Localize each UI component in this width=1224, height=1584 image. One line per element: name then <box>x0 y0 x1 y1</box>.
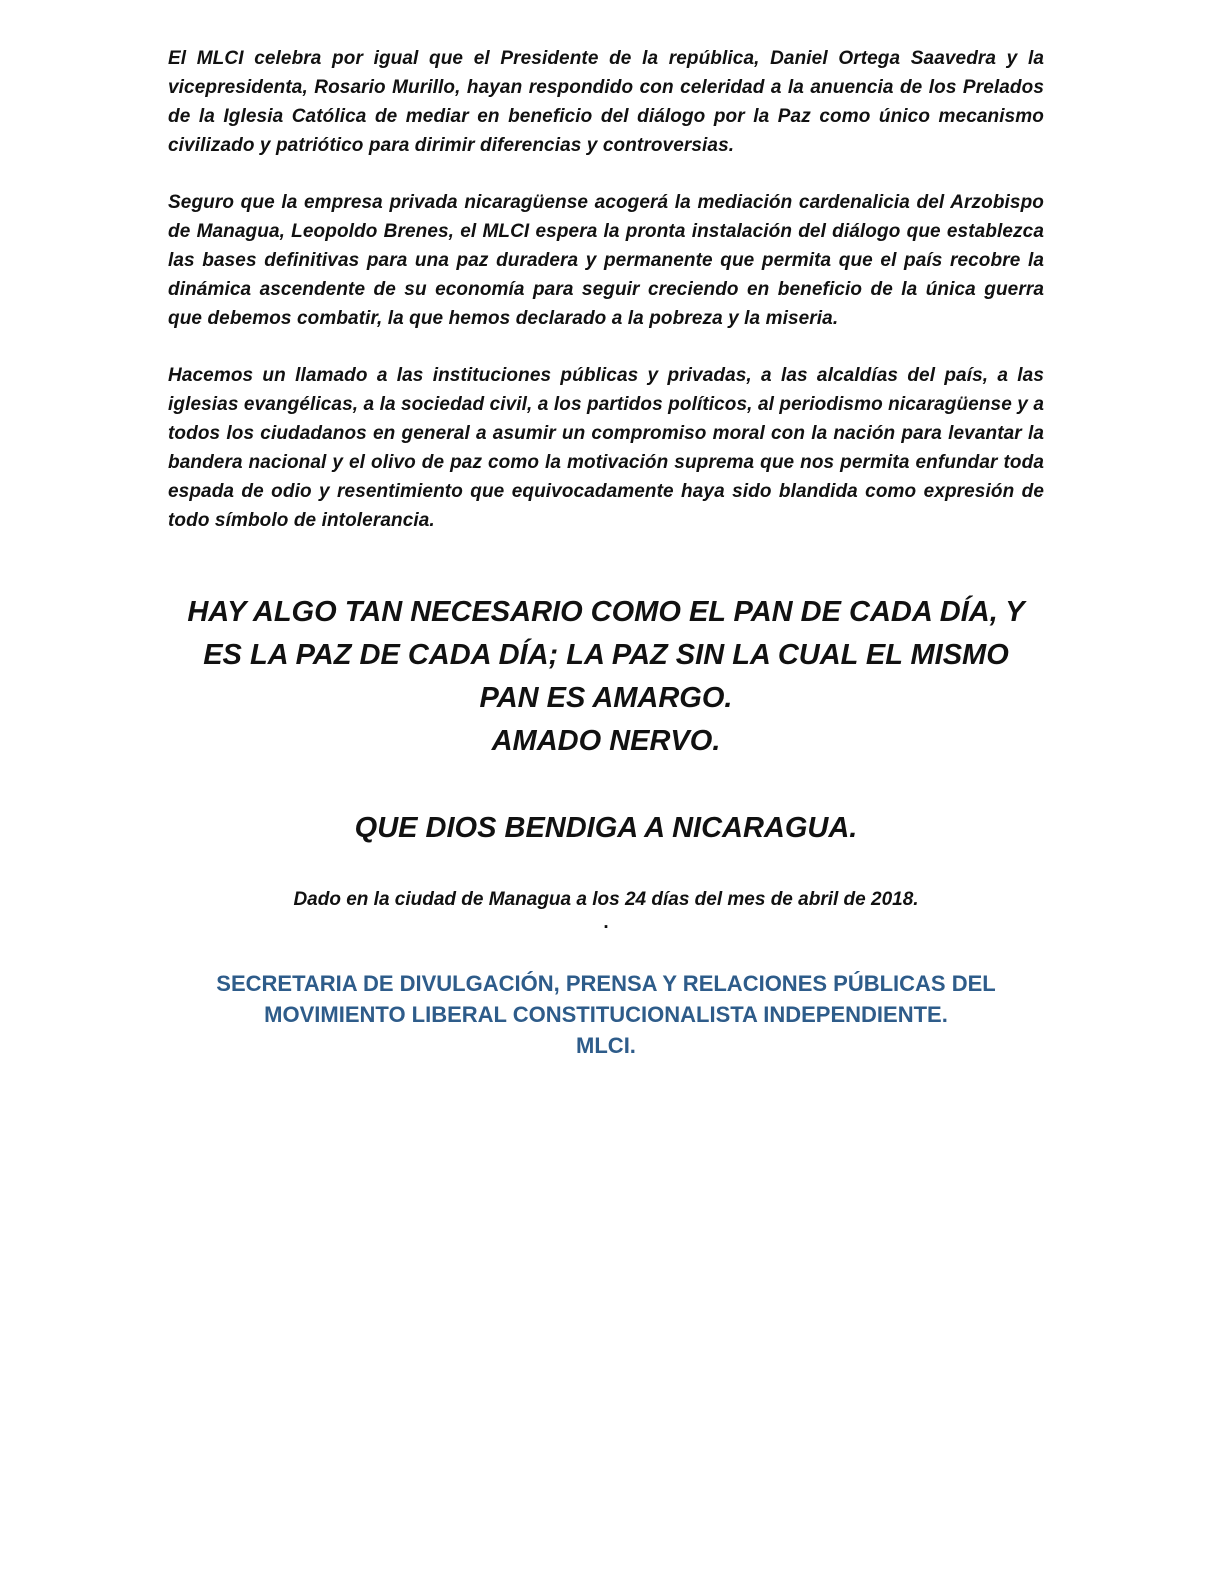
signature-line-3: MLCI. <box>576 1033 636 1058</box>
dot-separator: . <box>603 912 609 933</box>
quote-line-2: ES LA PAZ DE CADA DÍA; LA PAZ SIN LA CUAL EL MISMO <box>203 639 1009 671</box>
quote-line-3: PAN ES AMARGO. <box>479 682 733 714</box>
paragraph-1: El MLCI celebra por igual que el Presidente de la república, Daniel Ortega Saavedra y la vicepresidenta, Rosario Murillo, hayan respondido con celeridad a la anuencia de los Prelados de la Iglesia Católica de mediar en beneficio del diálogo por la Paz como único mecanismo civilizado y patriótico para dirimir diferencias y controversias. <box>168 48 1044 156</box>
quote-author: AMADO NERVO. <box>491 725 721 757</box>
paragraph-2: Seguro que la empresa privada nicaragüense acogerá la mediación cardenalicia del Arzobispo de Managua, Leopoldo Brenes, el MLCI espera la pronta instalación del diálogo que establezca las bases definitivas para una paz duradera y permanente que permita que el país recobre la dinámica ascendente de su economía para seguir creciendo en beneficio de la única guerra que debemos combatir, la que hemos declarado a la pobreza y la miseria. <box>168 192 1044 329</box>
dateline: Dado en la ciudad de Managua a los 24 días del mes de abril de 2018. <box>293 889 919 910</box>
signature-line-2: MOVIMIENTO LIBERAL CONSTITUCIONALISTA INDEPENDIENTE. <box>264 1002 948 1027</box>
signature-line-1: SECRETARIA DE DIVULGACIÓN, PRENSA Y RELACIONES PÚBLICAS DEL <box>216 971 996 996</box>
quote-line-1: HAY ALGO TAN NECESARIO COMO EL PAN DE CADA DÍA, Y <box>187 596 1025 628</box>
document-page <box>168 44 1044 1061</box>
paragraph-3: Hacemos un llamado a las instituciones públicas y privadas, a las alcaldías del país, a las iglesias evangélicas, a la sociedad civil, a los partidos políticos, al periodismo nicaragüense y a todos los ciudadanos en general a asumir un compromiso moral con la nación para levantar la bandera nacional y el olivo de paz como la motivación suprema que nos permita enfundar toda espada de odio y resentimiento que equivocadamente haya sido blandida como expresión de todo símbolo de intolerancia. <box>168 365 1044 531</box>
blessing: QUE DIOS BENDIGA A NICARAGUA. <box>354 812 858 844</box>
quote-block <box>168 591 1044 763</box>
signature-block <box>168 968 1044 1061</box>
